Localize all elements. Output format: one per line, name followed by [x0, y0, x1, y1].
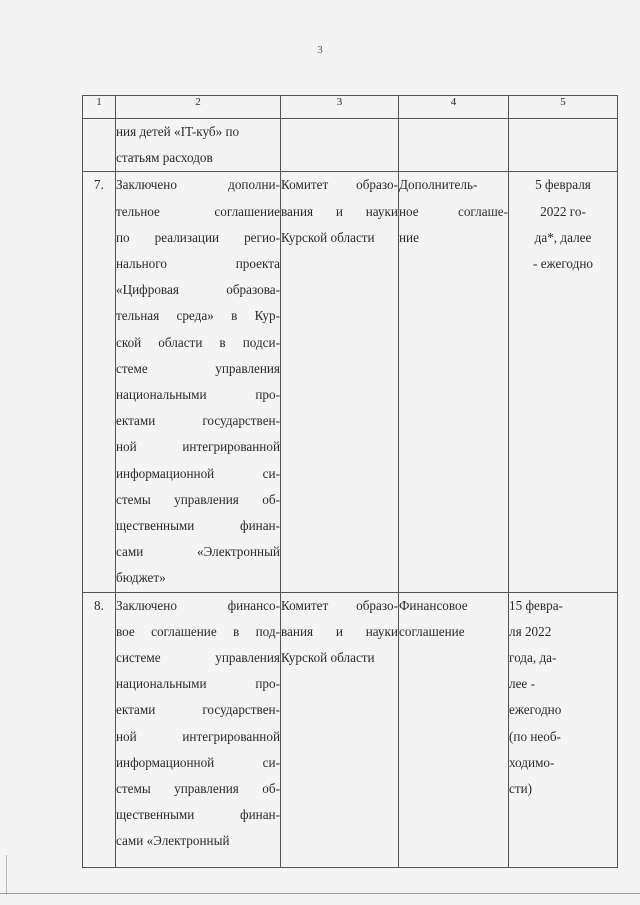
header-cell: 3 — [281, 96, 399, 119]
page-number: 3 — [317, 44, 323, 56]
text-line: вания и науки — [281, 623, 398, 639]
document-cell — [399, 592, 509, 867]
table-row — [83, 592, 618, 867]
text-line: системе управления — [116, 650, 280, 666]
text-line: Курской области — [281, 650, 375, 666]
scan-bottom-line — [0, 893, 640, 894]
text-line: ектами государствен- — [116, 413, 280, 429]
executor-cell — [281, 119, 399, 172]
text-line: национальными про- — [116, 676, 280, 692]
text-line: 5 февраля — [535, 177, 591, 193]
text-line: тельная среда» в Кур- — [116, 308, 280, 324]
activity-cell — [116, 172, 281, 592]
text-line: стемы управления об- — [116, 781, 280, 797]
text-line: ние — [399, 229, 419, 245]
text-line: ной интегрированной — [116, 439, 280, 455]
continuation-row — [83, 119, 618, 172]
table-header-row — [83, 96, 618, 119]
header-cell: 5 — [509, 96, 618, 119]
text-line: информационной си- — [116, 754, 280, 770]
text-line: вания и науки — [281, 203, 398, 219]
text-line: стемы управления об- — [116, 491, 280, 507]
text-line: 2022 го- — [540, 203, 586, 219]
text-line: Курской области — [281, 229, 375, 245]
executor-cell — [281, 592, 399, 867]
executor-cell — [281, 172, 399, 592]
text-line: сти) — [509, 781, 533, 797]
text-line: стеме управления — [116, 360, 280, 376]
text-line: щественными финан- — [116, 807, 280, 823]
text-line: ния детей «IT-куб» по — [116, 124, 240, 139]
text-line: национальными про- — [116, 387, 280, 403]
header-cell: 1 — [83, 96, 116, 119]
text-line: Дополнитель- — [399, 177, 478, 193]
text-line: 15 февра- — [509, 597, 563, 613]
text-line: Заключено финансо- — [116, 597, 280, 613]
text-line: ежегодно — [509, 702, 562, 718]
text-line: ное соглаше- — [399, 203, 508, 219]
table-row — [83, 172, 618, 592]
text-line: да*, далее — [534, 229, 592, 245]
num-cell: 7. — [83, 172, 116, 592]
text-line: лее - — [509, 676, 535, 692]
deadline-cell — [509, 119, 618, 172]
header-cell: 4 — [399, 96, 509, 119]
text-line: по реализации регио- — [116, 229, 280, 245]
num-cell — [83, 119, 116, 172]
deadline-cell — [509, 172, 618, 592]
text-line: ской области в подси- — [116, 334, 280, 350]
text-line: сами «Электронный — [116, 833, 230, 849]
text-line: (по необ- — [509, 728, 561, 744]
scan-edge-line — [6, 855, 7, 895]
text-line: «Цифровая образова- — [116, 282, 280, 298]
deadline-cell — [509, 592, 618, 867]
text-line: сами «Электронный — [116, 544, 280, 560]
plan-table — [82, 95, 618, 868]
text-line: бюджет» — [116, 570, 166, 586]
activity-cell — [116, 592, 281, 867]
activity-cell — [116, 119, 281, 172]
text-line: - ежегодно — [533, 256, 593, 272]
text-line: соглашение — [399, 623, 465, 639]
header-cell: 2 — [116, 96, 281, 119]
text-line: ходимо- — [509, 754, 555, 770]
text-line: информационной си- — [116, 465, 280, 481]
text-line: вое соглашение в под- — [116, 623, 280, 639]
text-line: щественными финан- — [116, 518, 280, 534]
text-line: тельное соглашение — [116, 203, 280, 219]
text-line: статьям расходов — [116, 150, 213, 166]
text-line: Заключено дополни- — [116, 177, 280, 193]
text-line: года, да- — [509, 650, 557, 666]
text-line: ектами государствен- — [116, 702, 280, 718]
document-cell — [399, 119, 509, 172]
document-cell — [399, 172, 509, 592]
text-line: ля 2022 — [509, 623, 552, 639]
text-line: ной интегрированной — [116, 728, 280, 744]
num-cell: 8. — [83, 592, 116, 867]
text-line: Комитет образо- — [281, 177, 398, 193]
text-line: Финансовое — [399, 597, 468, 613]
text-line: Комитет образо- — [281, 597, 398, 613]
text-line: нального проекта — [116, 256, 280, 272]
